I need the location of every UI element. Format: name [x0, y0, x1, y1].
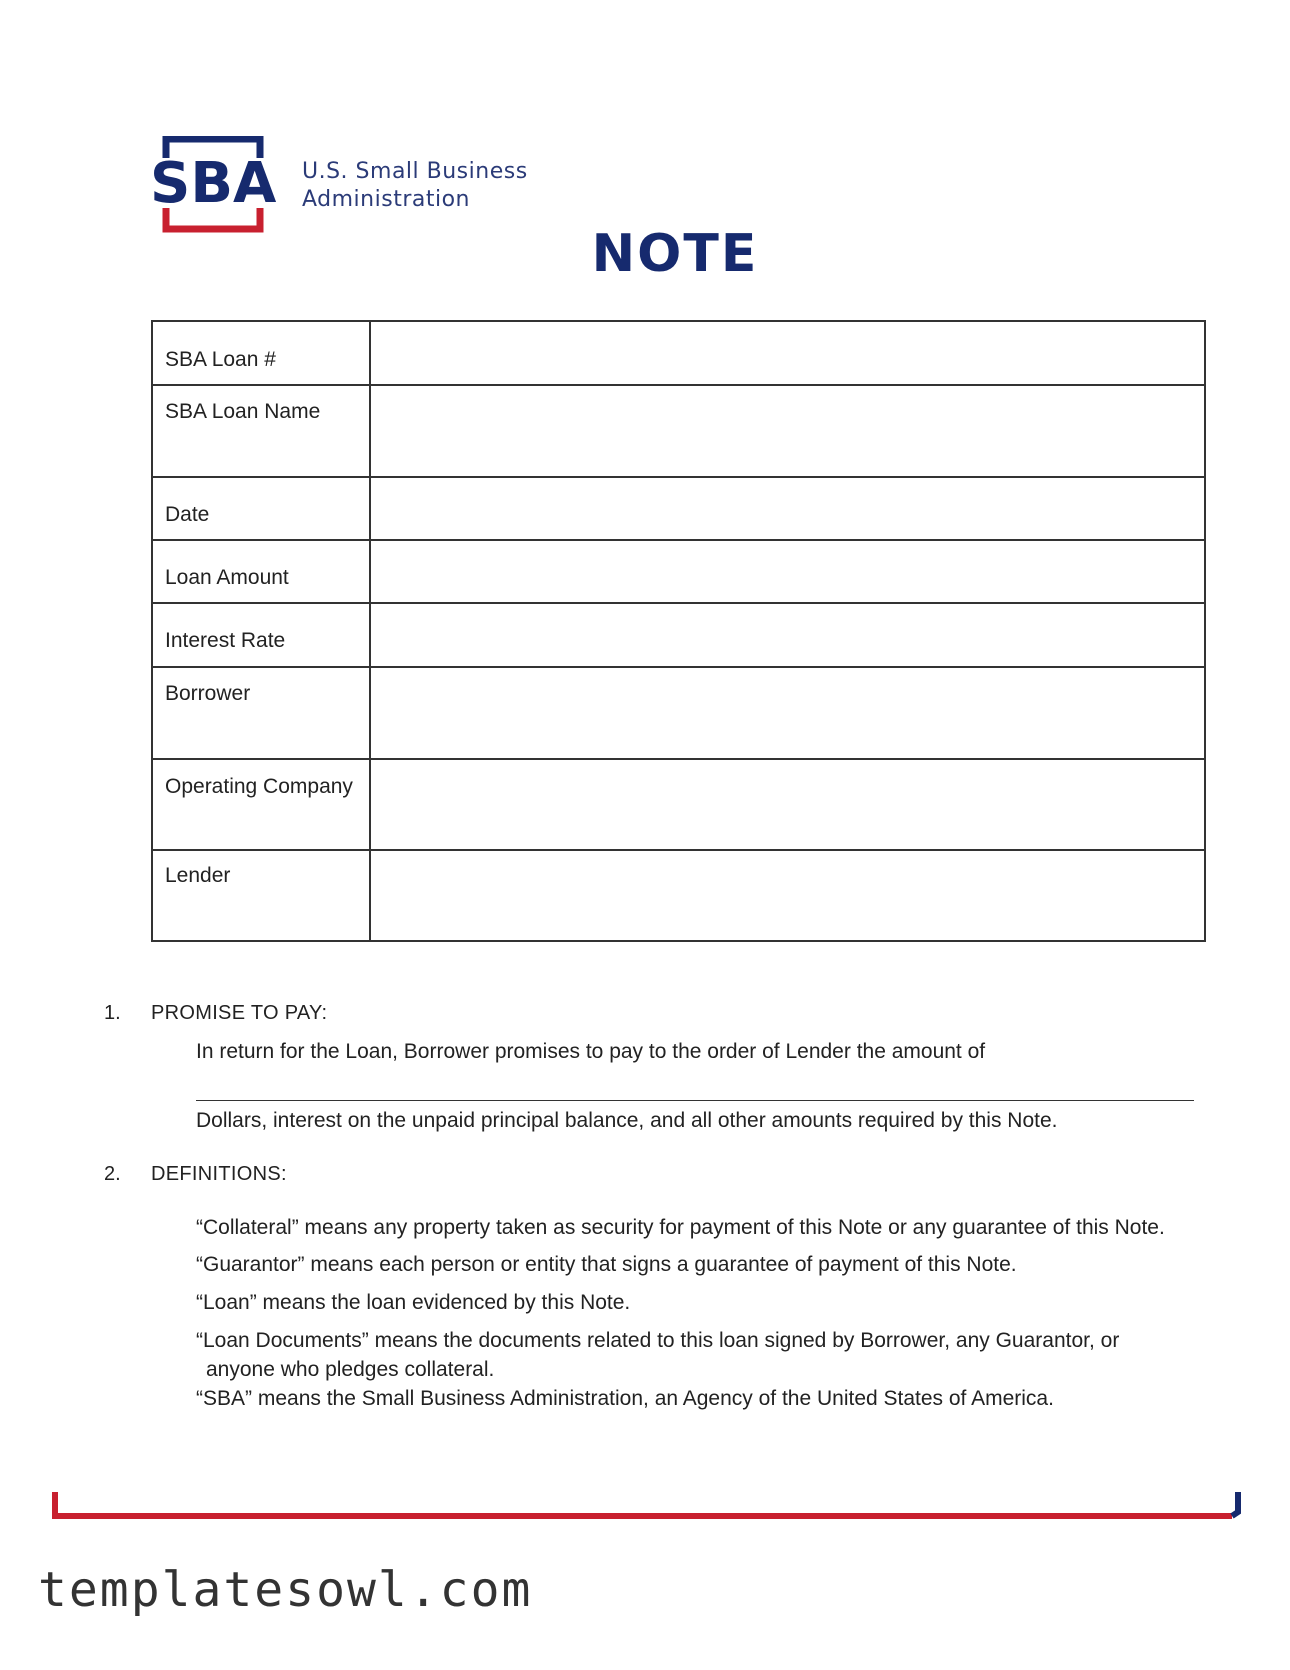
logo-letters: SBA [150, 151, 277, 216]
definition-loan-documents: “Loan Documents” means the documents related to this loan signed by Borrower, any Guarantor, or [196, 1329, 1120, 1352]
promise-text: In return for the Loan, Borrower promises to pay to the order of Lender the amount of [196, 1040, 986, 1063]
section-number: 1. [104, 1002, 121, 1024]
definition-loan: “Loan” means the loan evidenced by this Note. [196, 1291, 631, 1314]
lender-field[interactable] [370, 850, 1205, 941]
section-heading-definitions: DEFINITIONS: [151, 1163, 287, 1185]
loan-info-table [151, 320, 1206, 942]
document-title: NOTE [591, 224, 759, 284]
interest-rate-field[interactable] [370, 603, 1205, 667]
row-label: Interest Rate [152, 603, 370, 667]
row-label: Date [152, 477, 370, 540]
section-heading-promise-to-pay: PROMISE TO PAY: [151, 1002, 328, 1024]
sba-loan-number-field[interactable] [370, 321, 1205, 385]
row-label: Loan Amount [152, 540, 370, 603]
loan-amount-field[interactable] [370, 540, 1205, 603]
table-row [152, 477, 1205, 540]
date-field[interactable] [370, 477, 1205, 540]
table-row [152, 667, 1205, 759]
row-label: SBA Loan # [152, 321, 370, 385]
row-label: SBA Loan Name [152, 385, 370, 477]
table-row [152, 850, 1205, 941]
sba-logo [150, 136, 280, 236]
definition-guarantor: “Guarantor” means each person or entity that signs a guarantee of payment of this Note. [196, 1253, 1017, 1276]
row-label: Lender [152, 850, 370, 941]
borrower-field[interactable] [370, 667, 1205, 759]
section-number: 2. [104, 1163, 121, 1185]
promise-text-continued: Dollars, interest on the unpaid principal balance, and all other amounts required by this Note. [196, 1109, 1058, 1132]
definition-loan-documents-continued: anyone who pledges collateral. [206, 1358, 495, 1381]
agency-name [302, 158, 528, 214]
table-row [152, 603, 1205, 667]
definition-sba: “SBA” means the Small Business Administration, an Agency of the United States of America. [196, 1387, 1054, 1410]
row-label: Borrower [152, 667, 370, 759]
footer-divider [52, 1492, 1242, 1520]
sba-loan-name-field[interactable] [370, 385, 1205, 477]
amount-blank-field[interactable] [196, 1080, 1194, 1101]
operating-company-field[interactable] [370, 759, 1205, 850]
table-row [152, 540, 1205, 603]
agency-line-2: Administration [302, 187, 470, 212]
agency-line-1: U.S. Small Business [302, 159, 528, 184]
table-row [152, 321, 1205, 385]
row-label: Operating Company [152, 759, 370, 850]
table-row [152, 385, 1205, 477]
definition-collateral: “Collateral” means any property taken as security for payment of this Note or any guarantee of this Note. [196, 1216, 1165, 1239]
table-row [152, 759, 1205, 850]
watermark-text: templatesowl.com [38, 1562, 533, 1618]
